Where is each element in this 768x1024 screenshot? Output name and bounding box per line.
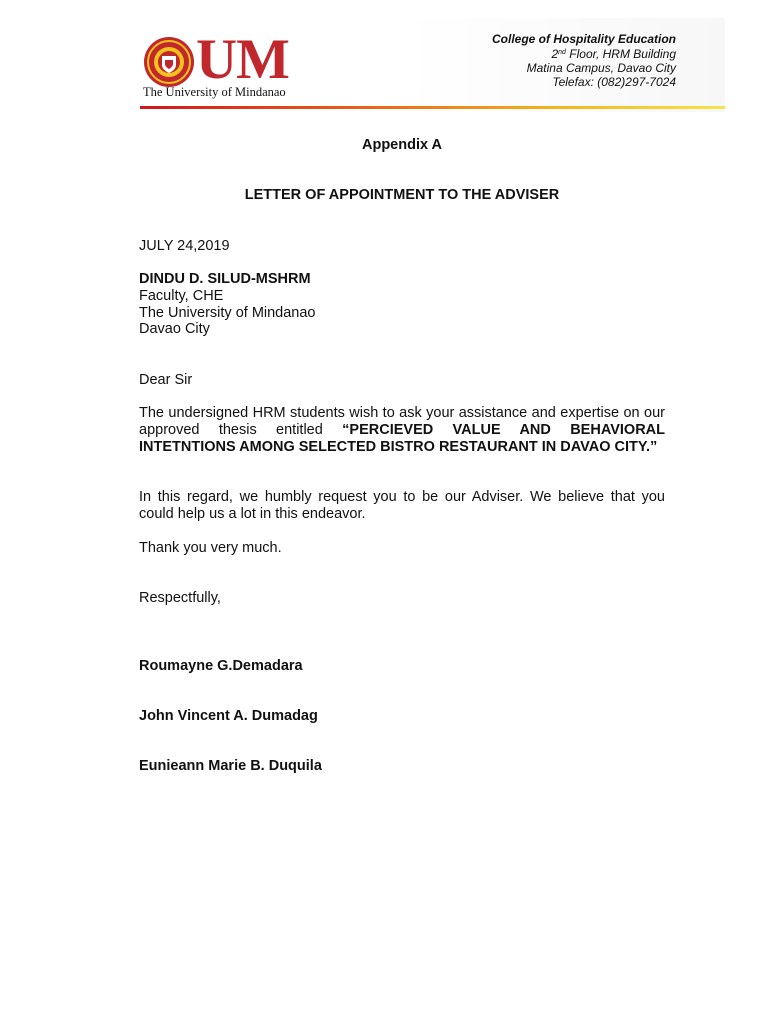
university-seal-icon [143,36,195,88]
signatory-2: John Vincent A. Dumadag [139,708,318,724]
recipient-block [139,271,665,338]
salutation: Dear Sir [139,372,193,388]
college-campus: Matina Campus, Davao City [526,61,676,75]
letterhead-rule [140,106,725,109]
thesis-title: “PERCIEVED VALUE AND BEHAVIORAL INTETNTIONS AMONG SELECTED BISTRO RESTAURANT IN DAVAO CITY.” [139,421,665,455]
college-address-block [492,32,676,89]
letter-title: LETTER OF APPOINTMENT TO THE ADVISER [244,187,560,203]
letter-date: JULY 24,2019 [139,238,230,254]
floor-number: 2 [551,47,559,61]
floor-building: Floor, HRM Building [565,47,676,61]
paragraph-request [139,405,665,455]
college-floor [492,46,676,61]
signatory-3: Eunieann Marie B. Duquila [139,758,322,774]
signatory-1: Roumayne G.Demadara [139,658,303,674]
paragraph-request-intro: The undersigned HRM students wish to ask your assistance and expertise on our approved thesis entitled [139,405,665,438]
recipient-city: Davao City [139,321,210,338]
closing: Respectfully, [139,590,221,606]
recipient-name: DINDU D. SILUD-MSHRM [139,271,311,287]
recipient-position: Faculty, CHE [139,287,224,304]
logo-um-letters: UM [196,28,289,91]
logo-university-name: The University of Mindanao [143,85,286,99]
appendix-heading: Appendix A [361,137,443,153]
university-logo [143,28,318,102]
floor-suffix: nd [558,49,566,56]
recipient-institution: The University of Mindanao [139,304,316,321]
college-name: College of Hospitality Education [491,32,676,46]
college-telefax: Telefax: (082)297-7024 [552,75,676,89]
paragraph-adviser: In this regard, we humbly request you to be our Adviser. We believe that you could help us a lot in this endeavor. [139,489,665,522]
paragraph-thanks: Thank you very much. [139,540,282,556]
